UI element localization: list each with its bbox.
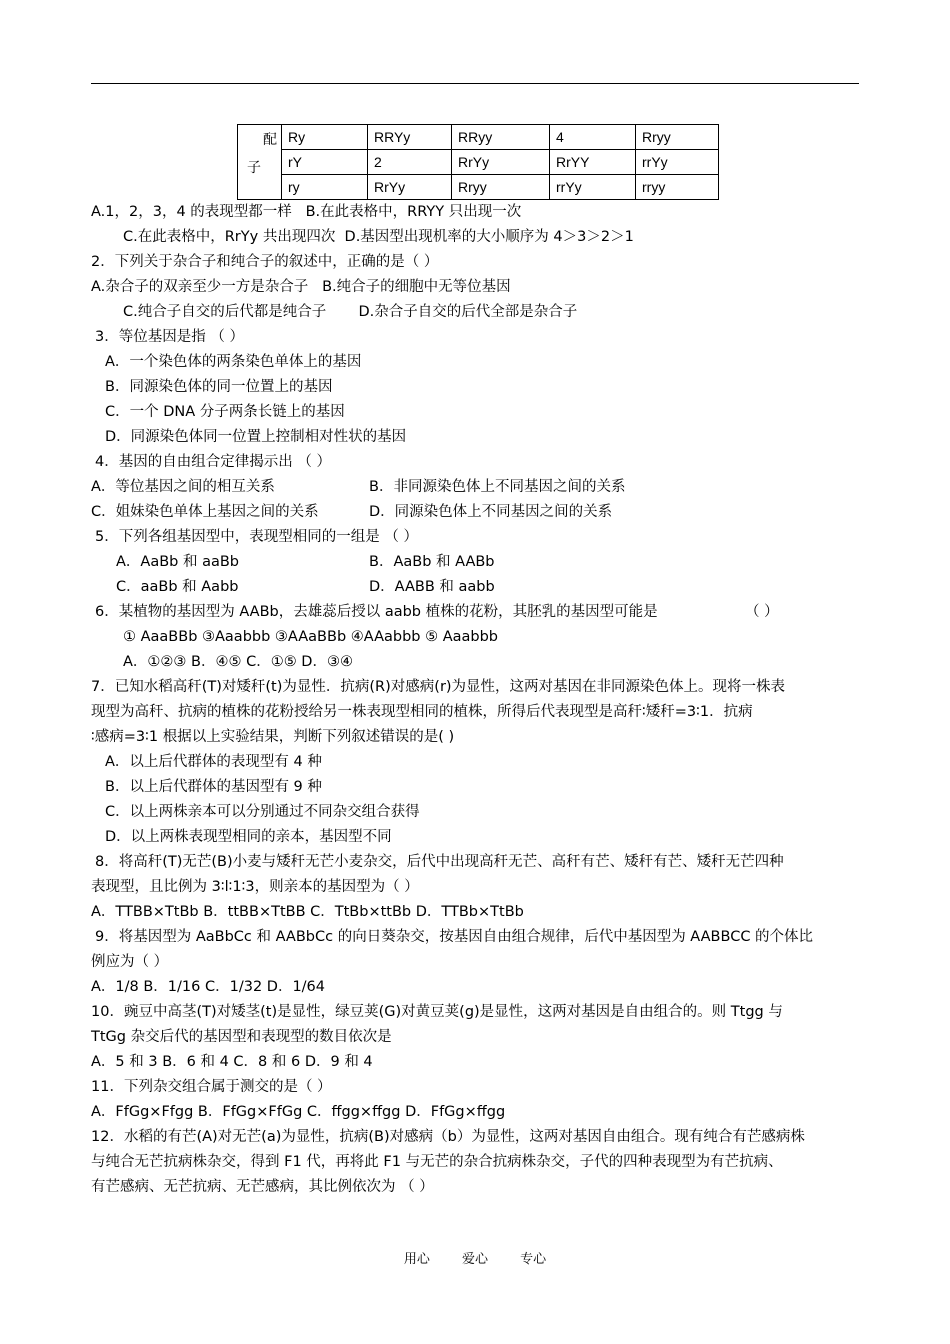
question-line: 10．豌豆中高茎(T)对矮茎(t)是显性，绿豆荚(G)对黄豆荚(g)是显性，这两对基因是自由组合的。则 Ttgg 与 bbox=[91, 1004, 783, 1020]
option-line: A.1，2，3，4 的表现型都一样 B.在此表格中，RRYY 只出现一次 bbox=[91, 204, 522, 220]
question-line: 现型为高秆、抗病的植株的花粉授给另一株表现型相同的植株，所得后代表现型是高秆∶矮秆=3∶1．抗病 bbox=[91, 704, 753, 720]
option-line: A．①②③ B．④⑤ C．①⑤ D．③④ bbox=[123, 654, 353, 670]
option-line: A．TTBB×TtBb B．ttBB×TtBB C．TtBb×ttBb D．TTBb×TtBb bbox=[91, 904, 524, 920]
option-line: D．同源染色体同一位置上控制相对性状的基因 bbox=[105, 429, 407, 445]
question-line: 11．下列杂交组合属于测交的是（ ） bbox=[91, 1079, 332, 1095]
option-line: D．AABB 和 aabb bbox=[369, 579, 495, 595]
option-line: A．以上后代群体的表现型有 4 种 bbox=[105, 754, 322, 770]
option-line: B．同源染色体的同一位置上的基因 bbox=[105, 379, 333, 395]
table-cell: RrYy bbox=[452, 150, 550, 175]
option-line: D．同源染色体上不同基因之间的关系 bbox=[369, 504, 613, 520]
table-cell: rryy bbox=[636, 175, 719, 200]
table-header-line: 子 bbox=[247, 159, 261, 175]
option-line: A.杂合子的双亲至少一方是杂合子 B.纯合子的细胞中无等位基因 bbox=[91, 279, 511, 295]
question-line: 与纯合无芒抗病株杂交，得到 F1 代，再将此 F1 与无芒的杂合抗病株杂交，子代的四种表现型为有芒抗病、 bbox=[91, 1154, 783, 1170]
option-line: B．AaBb 和 AABb bbox=[369, 554, 495, 570]
table-cell: RrYY bbox=[550, 150, 636, 175]
table-cell: rrYy bbox=[550, 175, 636, 200]
table-header-line: 配 bbox=[263, 131, 277, 147]
option-line: C．aaBb 和 Aabb bbox=[116, 579, 239, 595]
question-line: 8．将高秆(T)无芒(B)小麦与矮秆无芒小麦杂交，后代中出现高秆无芒、高秆有芒、矮秆有芒、矮秆无芒四种 bbox=[95, 854, 784, 870]
table-cell: Rryy bbox=[452, 175, 550, 200]
question-line: 有芒感病、无芒抗病、无芒感病，其比例依次为 （ ） bbox=[91, 1179, 434, 1195]
question-line: 5．下列各组基因型中，表现型相同的一组是 （ ） bbox=[95, 529, 418, 545]
option-line: A．一个染色体的两条染色单体上的基因 bbox=[105, 354, 362, 370]
table-cell: RrYy bbox=[368, 175, 452, 200]
option-line: A．AaBb 和 aaBb bbox=[116, 554, 240, 570]
table-cell: Ry bbox=[282, 125, 368, 150]
page-footer bbox=[0, 1248, 950, 1267]
option-line: B．非同源染色体上不同基因之间的关系 bbox=[369, 479, 626, 495]
option-line: B．以上后代群体的基因型有 9 种 bbox=[105, 779, 322, 795]
option-line: C．一个 DNA 分子两条长链上的基因 bbox=[105, 404, 345, 420]
question-line: （ ） bbox=[745, 604, 779, 620]
table-cell: 2 bbox=[368, 150, 452, 175]
table-cell: ry bbox=[282, 175, 368, 200]
option-line: C．以上两株亲本可以分别通过不同杂交组合获得 bbox=[105, 804, 420, 820]
question-line: 9．将基因型为 AaBbCc 和 AABbCc 的向日葵杂交，按基因自由组合规律，后代中基因型为 AABBCC 的个体比 bbox=[95, 929, 814, 945]
question-line: ∶感病=3∶1 根据以上实验结果，判断下列叙述错误的是( ) bbox=[91, 729, 455, 745]
question-line: 表现型，且比例为 3∶l∶1∶3，则亲本的基因型为（ ） bbox=[91, 879, 419, 895]
question-line: 12．水稻的有芒(A)对无芒(a)为显性，抗病(B)对感病（b）为显性，这两对基因自由组合。现有纯合有芒感病株 bbox=[91, 1129, 805, 1145]
option-line: D．以上两株表现型相同的亲本，基因型不同 bbox=[105, 829, 392, 845]
question-line: 2．下列关于杂合子和纯合子的叙述中，正确的是（ ） bbox=[91, 254, 439, 270]
option-line: C．姐妹染色单体上基因之间的关系 bbox=[91, 504, 319, 520]
option-line: C.纯合子自交的后代都是纯合子 D.杂合子自交的后代全部是杂合子 bbox=[123, 304, 578, 320]
table-row bbox=[238, 150, 719, 175]
question-line: 例应为（ ） bbox=[91, 954, 169, 970]
option-line: A．1/8 B．1/16 C．1/32 D．1/64 bbox=[91, 979, 326, 995]
option-line: A．等位基因之间的相互关系 bbox=[91, 479, 275, 495]
question-line: 7．已知水稻高秆(T)对矮秆(t)为显性．抗病(R)对感病(r)为显性，这两对基因在非同源染色体上。现将一株表 bbox=[91, 679, 786, 695]
option-line: A．5 和 3 B．6 和 4 C．8 和 6 D．9 和 4 bbox=[91, 1054, 373, 1070]
option-line: A．FfGg×Ffgg B．FfGg×FfGg C．ffgg×ffgg D．FfGg×ffgg bbox=[91, 1104, 506, 1120]
gamete-table bbox=[237, 124, 719, 200]
question-line: 4．基因的自由组合定律揭示出 （ ） bbox=[95, 454, 331, 470]
table-cell: rY bbox=[282, 150, 368, 175]
table-header-cell bbox=[238, 125, 282, 200]
footer-text: 专心 bbox=[520, 1252, 547, 1267]
table-cell: RRyy bbox=[452, 125, 550, 150]
question-line: TtGg 杂交后代的基因型和表现型的数目依次是 bbox=[91, 1029, 392, 1045]
question-line: 3．等位基因是指 （ ） bbox=[95, 329, 244, 345]
option-line: C.在此表格中，RrYy 共出现四次 D.基因型出现机率的大小顺序为 4＞3＞2＞1 bbox=[123, 229, 634, 245]
footer-text: 爱心 bbox=[461, 1252, 488, 1267]
header-rule bbox=[91, 83, 859, 84]
table-cell: 4 bbox=[550, 125, 636, 150]
table-row bbox=[238, 125, 719, 150]
option-line: ① AaaBBb ③Aaabbb ③AAaBBb ④AAabbb ⑤ Aaabbb bbox=[123, 629, 499, 645]
table-cell: RRYy bbox=[368, 125, 452, 150]
table-row bbox=[238, 175, 719, 200]
table-cell: rrYy bbox=[636, 150, 719, 175]
table-cell: Rryy bbox=[636, 125, 719, 150]
question-line: 6．某植物的基因型为 AABb，去雄蕊后授以 aabb 植株的花粉，其胚乳的基因型可能是 bbox=[95, 604, 658, 620]
footer-text: 用心 bbox=[403, 1252, 430, 1267]
